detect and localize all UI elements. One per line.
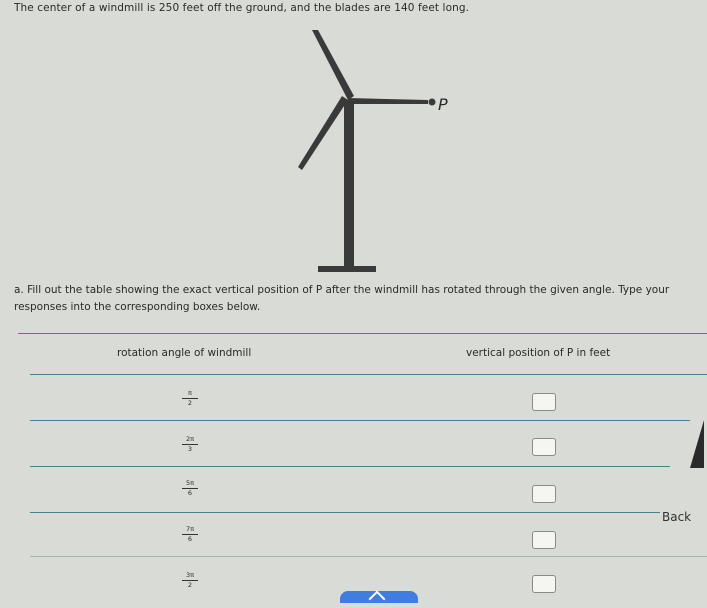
scroll-up-button[interactable]: [340, 591, 418, 603]
angle-value: $\frac{2\pi}{3}$: [182, 436, 198, 453]
table-rule-row: [30, 466, 670, 467]
windmill-base: [318, 266, 376, 272]
back-arrow-icon: [690, 420, 704, 468]
table-rule-top: [18, 333, 707, 334]
col-header-angle: rotation angle of windmill: [117, 347, 252, 359]
answer-table: [0, 330, 707, 603]
windmill-tower: [344, 100, 354, 268]
problem-statement: The center of a windmill is 250 feet off the ground, and the blades are 140 feet long.: [14, 2, 470, 14]
windmill-blade-up: [312, 30, 354, 100]
answer-input-3[interactable]: [532, 485, 556, 503]
answer-input-1[interactable]: [532, 393, 556, 411]
windmill-blade-right: [348, 98, 428, 104]
table-rule-row: [30, 420, 690, 421]
angle-value: $\frac{7\pi}{6}$: [182, 526, 198, 543]
windmill-diagram: [290, 22, 470, 277]
table-rule-row: [30, 512, 660, 513]
answer-input-5[interactable]: [532, 575, 556, 593]
chevron-up-icon: [369, 591, 386, 608]
answer-input-2[interactable]: [532, 438, 556, 456]
back-button[interactable]: Back: [662, 510, 692, 524]
angle-value: $\frac{3\pi}{2}$: [182, 572, 198, 589]
windmill-blade-left: [298, 96, 348, 170]
instructions: a. Fill out the table showing the exact vertical position of P after the windmill has rotated through the given angle. Type your responses into the corresponding boxes below.: [14, 284, 670, 313]
angle-value: $\frac{5\pi}{6}$: [182, 480, 198, 497]
point-p-label: P: [438, 95, 448, 114]
col-header-position: vertical position of P in feet: [466, 347, 611, 359]
answer-input-4[interactable]: [532, 531, 556, 549]
table-rule-header: [30, 374, 707, 375]
table-rule-row: [30, 556, 707, 557]
angle-value: $\frac{\pi}{2}$: [182, 390, 198, 407]
point-p-marker: [429, 99, 436, 106]
